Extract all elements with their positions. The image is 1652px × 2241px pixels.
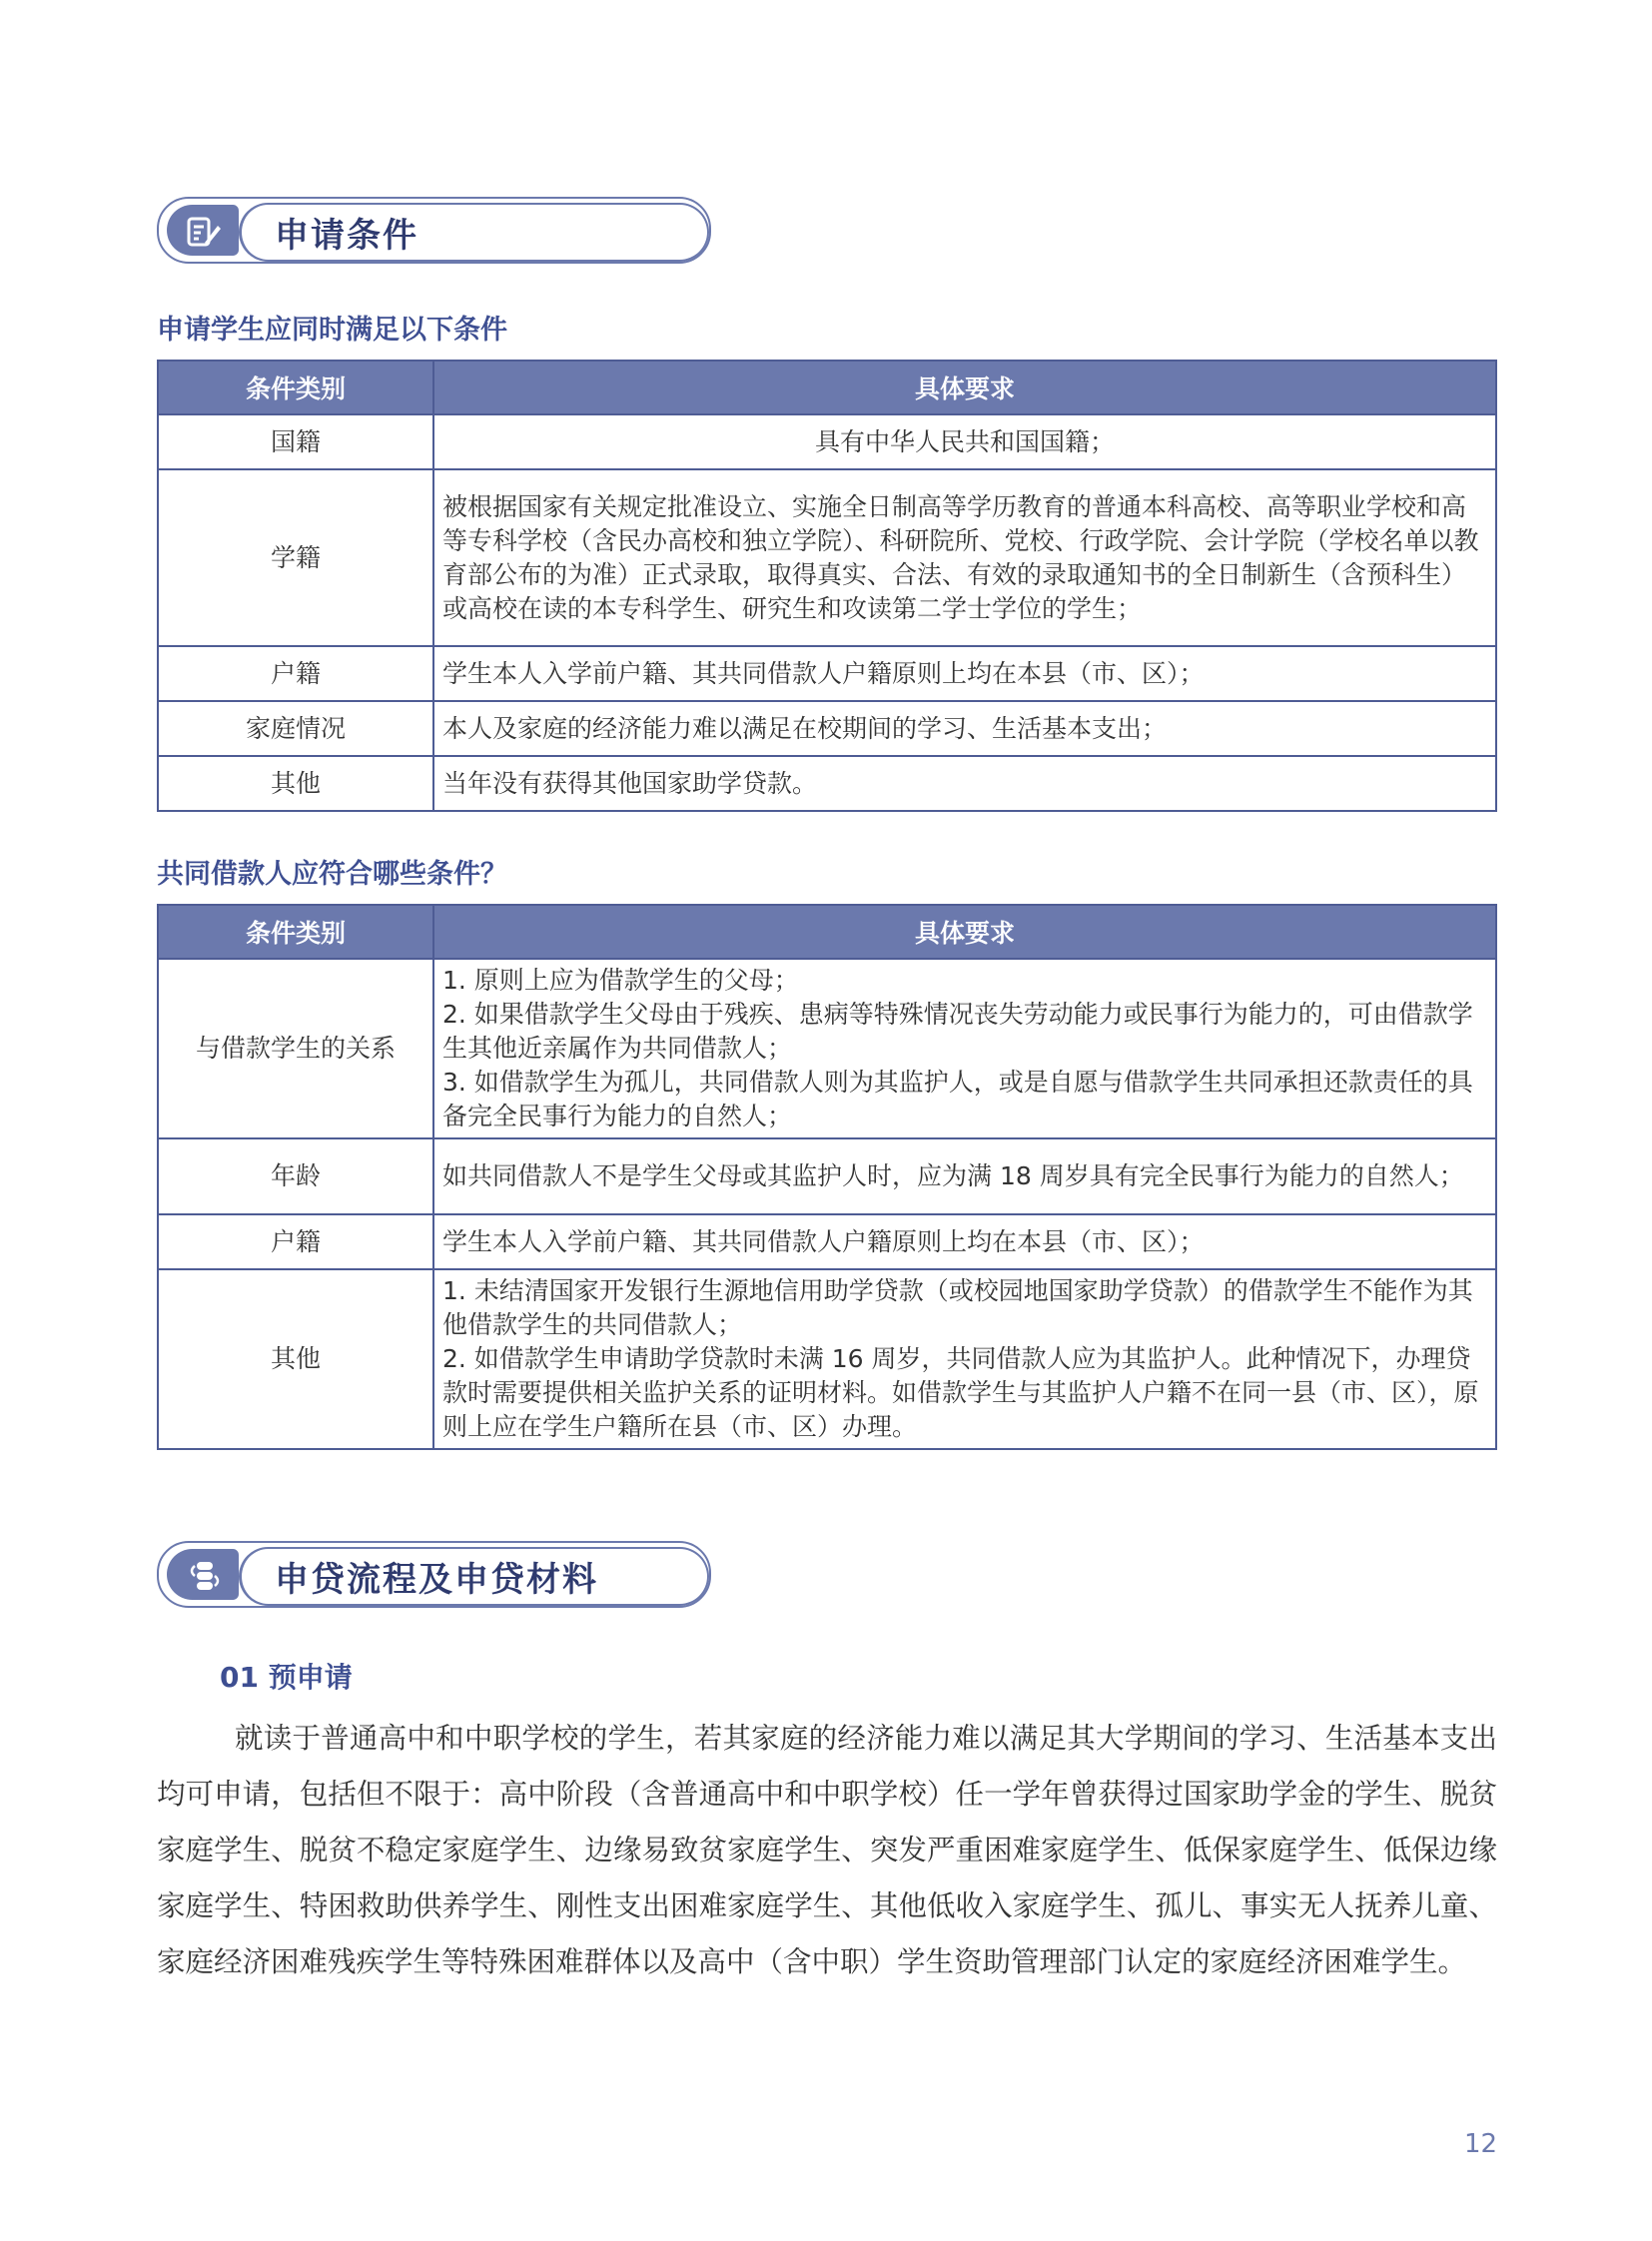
row-requirement: 学生本人入学前户籍、其共同借款人户籍原则上均在本县（市、区）； xyxy=(433,646,1496,701)
page-number: 12 xyxy=(1464,2129,1498,2159)
row-category: 户籍 xyxy=(158,646,433,701)
subsection-title: 01 预申请 xyxy=(220,1661,353,1694)
banner-icon-box xyxy=(167,1549,239,1600)
student-conditions-table xyxy=(157,360,1497,812)
table-header-row xyxy=(158,361,1496,414)
section-title: 申贷流程及申贷材料 xyxy=(275,1560,598,1600)
table-row xyxy=(158,1138,1496,1214)
row-requirement: 1. 原则上应为借款学生的父母； 2. 如果借款学生父母由于残疾、患病等特殊情况丧失劳动能力或民事行为能力的，可由借款学生其他近亲属作为共同借款人； 3. 如借款学生为孤儿，共同借款人则为其监护人，或是自愿与借款学生共同承担还款责任的具备完全民事行为能力的自然人； xyxy=(433,959,1496,1138)
table-row xyxy=(158,756,1496,811)
row-requirement: 如共同借款人不是学生父母或其监护人时，应为满 18 周岁具有完全民事行为能力的自然人； xyxy=(433,1138,1496,1214)
row-category: 年龄 xyxy=(158,1138,433,1214)
body-paragraph: 就读于普通高中和中职学校的学生，若其家庭的经济能力难以满足其大学期间的学习、生活基本支出均可申请，包括但不限于：高中阶段（含普通高中和中职学校）任一学年曾获得过国家助学金的学生、脱贫家庭学生、脱贫不稳定家庭学生、边缘易致贫家庭学生、突发严重困难家庭学生、低保家庭学生、低保边缘家庭学生、特困救助供养学生、刚性支出困难家庭学生、其他低收入家庭学生、孤儿、事实无人抚养儿童、家庭经济困难残疾学生等特殊困难群体以及高中（含中职）学生资助管理部门认定的家庭经济困难学生。 xyxy=(157,1722,1497,1978)
coborrower-conditions-table xyxy=(157,904,1497,1450)
row-requirement: 被根据国家有关规定批准设立、实施全日制高等学历教育的普通本科高校、高等职业学校和高等专科学校（含民办高校和独立学院）、科研院所、党校、行政学院、会计学院（学校名单以教育部公布的为准）正式录取，取得真实、合法、有效的录取通知书的全日制新生（含预科生）或高校在读的本专科学生、研究生和攻读第二学士学位的学生； xyxy=(433,469,1496,646)
header-category: 条件类别 xyxy=(158,361,433,414)
row-requirement: 学生本人入学前户籍、其共同借款人户籍原则上均在本县（市、区）； xyxy=(433,1214,1496,1269)
coborrower-conditions-heading: 共同借款人应符合哪些条件？ xyxy=(157,859,507,890)
table-header-row xyxy=(158,905,1496,959)
row-category: 其他 xyxy=(158,1269,433,1449)
row-requirement: 本人及家庭的经济能力难以满足在校期间的学习、生活基本支出； xyxy=(433,701,1496,756)
row-requirement: 1. 未结清国家开发银行生源地信用助学贷款（或校园地国家助学贷款）的借款学生不能作为其他借款学生的共同借款人； 2. 如借款学生申请助学贷款时未满 16 周岁，共同借款人应为其监护人。此种情况下，办理贷款时需要提供相关监护关系的证明材料。如借款学生与其监护人户籍不在同一县（市、区），原则上应在学生户籍所在县（市、区）办理。 xyxy=(433,1269,1496,1449)
form-edit-icon xyxy=(187,217,223,247)
workflow-icon xyxy=(187,1561,223,1591)
table-row xyxy=(158,959,1496,1138)
student-conditions-heading: 申请学生应同时满足以下条件 xyxy=(157,315,507,346)
section-banner-conditions xyxy=(157,197,711,264)
header-category: 条件类别 xyxy=(158,905,433,959)
header-requirement: 具体要求 xyxy=(433,905,1496,959)
table-row xyxy=(158,646,1496,701)
row-requirement: 当年没有获得其他国家助学贷款。 xyxy=(433,756,1496,811)
row-category: 其他 xyxy=(158,756,433,811)
table-row xyxy=(158,469,1496,646)
row-category: 户籍 xyxy=(158,1214,433,1269)
row-category: 与借款学生的关系 xyxy=(158,959,433,1138)
banner-icon-box xyxy=(167,205,239,256)
row-category: 学籍 xyxy=(158,469,433,646)
table-row xyxy=(158,414,1496,469)
row-category: 国籍 xyxy=(158,414,433,469)
row-category: 家庭情况 xyxy=(158,701,433,756)
table-row xyxy=(158,1214,1496,1269)
row-requirement: 具有中华人民共和国国籍； xyxy=(433,414,1496,469)
section-banner-loan-process xyxy=(157,1541,711,1608)
table-row xyxy=(158,1269,1496,1449)
section-title: 申请条件 xyxy=(275,216,418,256)
table-row xyxy=(158,701,1496,756)
header-requirement: 具体要求 xyxy=(433,361,1496,414)
